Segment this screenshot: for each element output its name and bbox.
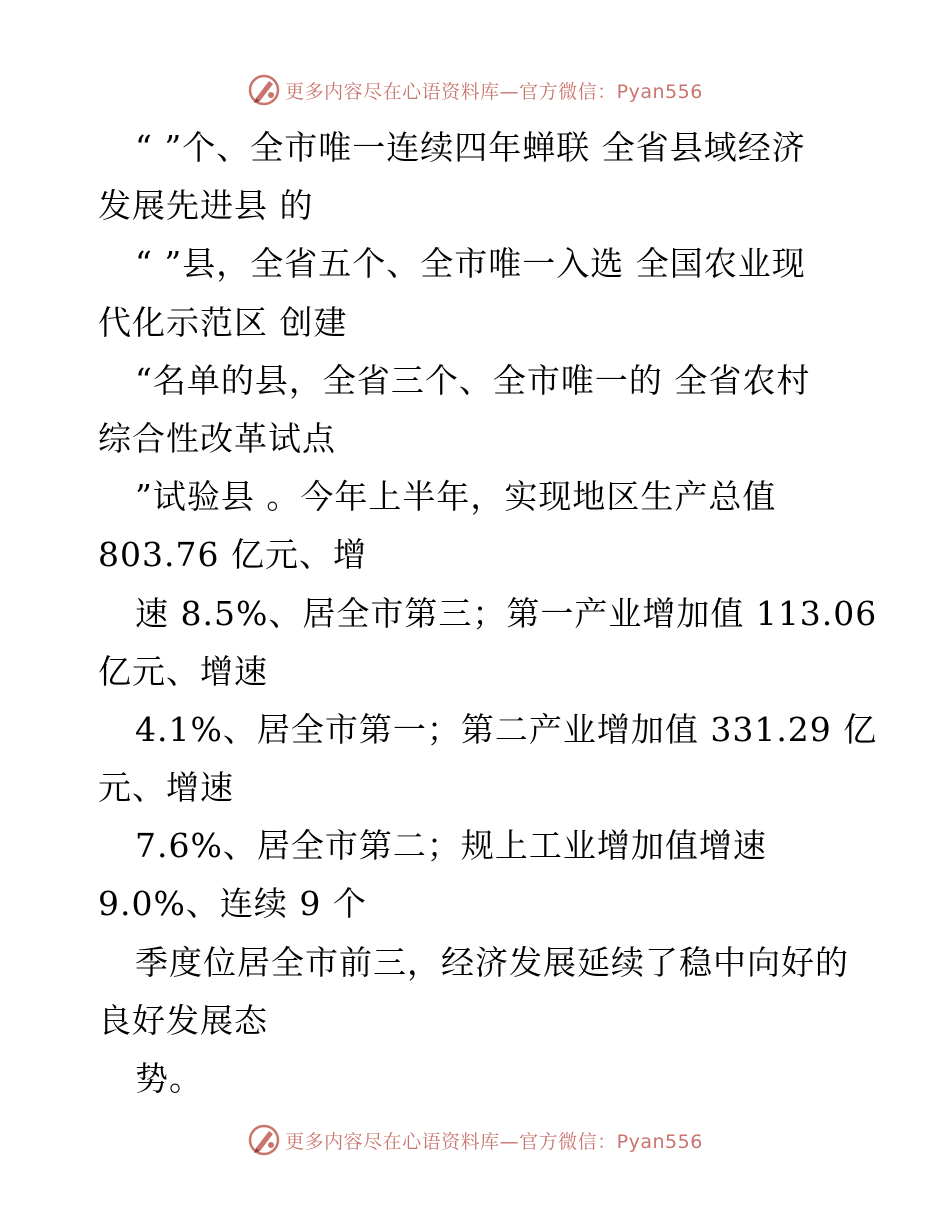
footer-watermark-text: 更多内容尽在心语资料库—官方微信：Pyan556: [285, 1130, 703, 1153]
text-line: 综合性改革试点: [98, 418, 336, 458]
text-line: ”试验县 。今年上半年，实现地区生产总值: [135, 477, 777, 517]
document-body: [98, 119, 878, 1108]
text-line: 7.6%、居全市第二；规上工业增加值增速: [135, 826, 767, 866]
text-line: 发展先进县 的: [98, 186, 314, 226]
text-line: 803.76 亿元、增: [98, 535, 367, 575]
text-line: 势。: [135, 1059, 203, 1098]
footer-watermark: [0, 1120, 950, 1160]
pen-logo-icon: [247, 73, 281, 107]
text-line: “ ”县，全省五个、全市唯一入选 全国农业现: [135, 244, 806, 284]
text-line: 亿元、增速: [98, 651, 268, 691]
text-line: 9.0%、连续 9 个: [98, 884, 367, 924]
text-line: 季度位居全市前三，经济发展延续了稳中向好的: [135, 942, 849, 982]
text-line: 速 8.5%、居全市第三；第一产业增加值 113.06: [135, 593, 878, 633]
text-line: “名单的县，全省三个、全市唯一的 全省农村: [135, 360, 811, 400]
text-line: 4.1%、居全市第一；第二产业增加值 331.29 亿: [135, 709, 878, 749]
text-line: “ ”个、全市唯一连续四年蝉联 全省县域经济: [135, 128, 806, 167]
pen-logo-icon: [247, 1123, 281, 1157]
header-watermark: [0, 70, 950, 110]
header-watermark-text: 更多内容尽在心语资料库—官方微信：Pyan556: [285, 80, 703, 103]
text-line: 元、增速: [98, 768, 234, 808]
text-line: 良好发展态: [98, 1000, 268, 1040]
text-line: 代化示范区 创建: [98, 302, 348, 342]
